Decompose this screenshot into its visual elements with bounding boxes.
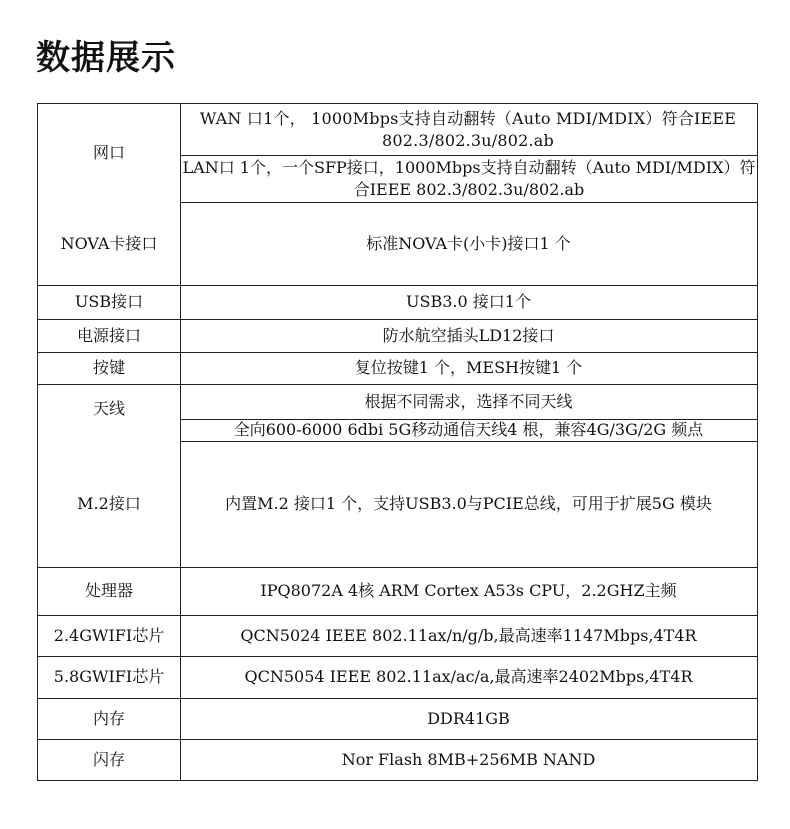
row-value-lan: LAN口 1个，一个SFP接口，1000Mbps支持自动翻转（Auto MDI/MDIX）符合IEEE 802.3/802.3u/802.ab	[182, 158, 756, 199]
row-value-usb: USB3.0 接口1个	[406, 292, 531, 311]
row-value-m2: 内置M.2 接口1 个，支持USB3.0与PCIE总线，可用于扩展5G 模块	[225, 494, 712, 513]
row-value-memory: DDR41GB	[427, 708, 510, 728]
row-value-wifi24: QCN5024 IEEE 802.11ax/n/g/b,最高速率1147Mbps,4T4R	[240, 625, 697, 645]
row-label-antenna: 天线	[92, 399, 125, 418]
row-value-antenna-1: 根据不同需求，选择不同天线	[364, 391, 573, 411]
row-value-power: 防水航空插头LD12接口	[382, 325, 555, 345]
page-title: 数据展示	[36, 38, 176, 78]
row-label-usb: USB接口	[74, 292, 144, 311]
row-label-power: 电源接口	[76, 325, 141, 345]
row-value-wan: WAN 口1个， 1000Mbps支持自动翻转（Auto MDI/MDIX）符合IEEE 802.3/802.3u/802.ab	[199, 109, 737, 150]
row-label-cpu: 处理器	[84, 581, 133, 600]
row-value-wifi58: QCN5054 IEEE 802.11ax/ac/a,最高速率2402Mbps,4T4R	[244, 667, 693, 686]
row-label-wifi24: 2.4GWIFI芯片	[53, 625, 165, 645]
row-value-nova: 标准NOVA卡(小卡)接口1 个	[366, 233, 571, 253]
row-label-wifi58: 5.8GWIFI芯片	[53, 667, 165, 686]
row-label-network: 网口	[92, 143, 125, 162]
row-value-buttons: 复位按键1 个，MESH按键1 个	[354, 358, 583, 377]
row-value-flash: Nor Flash 8MB+256MB NAND	[341, 749, 596, 769]
row-value-antenna-2: 全向600-6000 6dbi 5G移动通信天线4 根，兼容4G/3G/2G 频点	[233, 420, 704, 439]
row-value-cpu: IPQ8072A 4核 ARM Cortex A53s CPU，2.2GHZ主频	[260, 581, 677, 600]
row-label-m2: M.2接口	[77, 494, 141, 513]
spec-table	[37, 103, 758, 781]
row-label-memory: 内存	[92, 708, 125, 728]
row-label-buttons: 按键	[92, 358, 125, 377]
row-label-nova: NOVA卡接口	[60, 233, 158, 253]
row-label-flash: 闪存	[92, 749, 125, 769]
